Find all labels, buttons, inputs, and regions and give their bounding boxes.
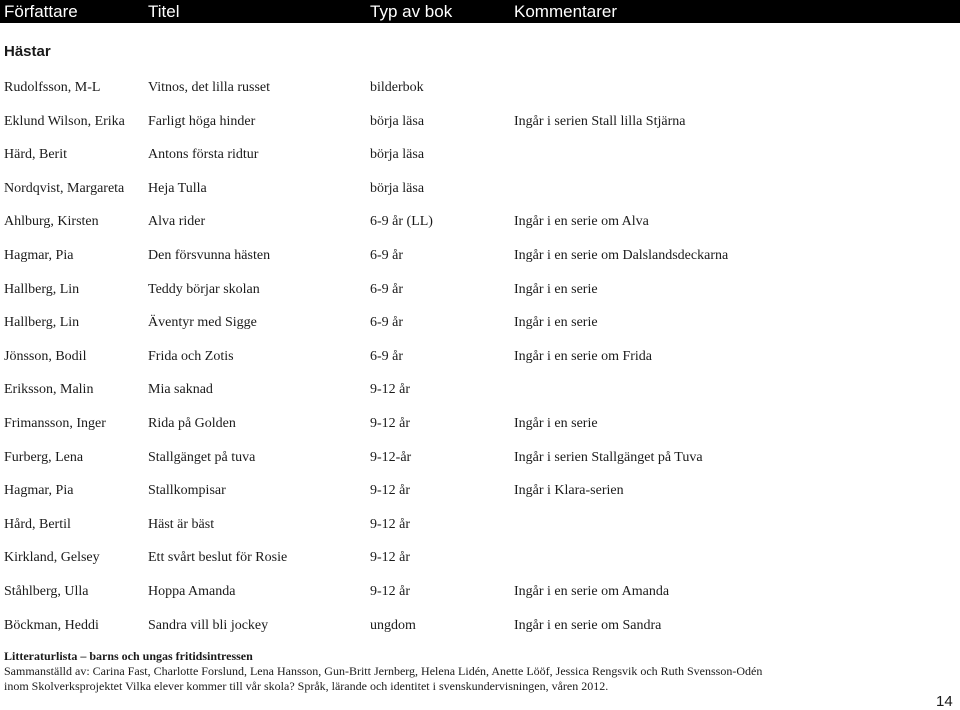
cell-comment: Ingår i en serie om Sandra bbox=[514, 617, 662, 633]
cell-title: Farligt höga hinder bbox=[148, 113, 256, 129]
cell-author: Hagmar, Pia bbox=[4, 248, 74, 263]
cell-author: Eriksson, Malin bbox=[4, 382, 94, 398]
table-row bbox=[0, 481, 960, 501]
table-row bbox=[0, 246, 960, 266]
cell-title: Frida och Zotis bbox=[148, 348, 234, 364]
table-row bbox=[0, 280, 960, 300]
cell-title: Stallgänget på tuva bbox=[148, 449, 256, 465]
cell-comment: Ingår i en serie bbox=[514, 281, 598, 297]
cell-type: 6-9 år bbox=[370, 315, 404, 331]
cell-title: Häst är bäst bbox=[148, 516, 215, 532]
table-row bbox=[0, 145, 960, 165]
cell-author: Eklund Wilson, Erika bbox=[4, 113, 125, 129]
cell-author: Hård, Bertil bbox=[4, 516, 71, 532]
cell-type: ungdom bbox=[370, 617, 416, 633]
table-row bbox=[0, 380, 960, 400]
cell-author: Kirkland, Gelsey bbox=[4, 550, 100, 566]
cell-author: Hallberg, Lin bbox=[4, 281, 80, 297]
table-header bbox=[0, 0, 960, 23]
cell-comment: Ingår i serien Stallgänget på Tuva bbox=[514, 449, 703, 465]
cell-title: Stallkompisar bbox=[148, 483, 226, 499]
section-title: Hästar bbox=[4, 43, 51, 60]
cell-comment: Ingår i en serie om Amanda bbox=[514, 584, 670, 599]
cell-title: Äventyr med Sigge bbox=[148, 315, 257, 331]
table-row bbox=[0, 347, 960, 367]
cell-type: 9-12 år bbox=[370, 483, 411, 499]
table-row bbox=[0, 414, 960, 434]
cell-author: Frimansson, Inger bbox=[4, 416, 106, 431]
cell-comment: Ingår i Klara-serien bbox=[514, 483, 624, 499]
table-row bbox=[0, 582, 960, 602]
cell-type: 6-9 år bbox=[370, 348, 404, 364]
cell-title: Vitnos, det lilla russet bbox=[148, 80, 271, 95]
cell-title: Ett svårt beslut för Rosie bbox=[148, 550, 288, 566]
cell-author: Furberg, Lena bbox=[4, 449, 84, 465]
cell-comment: Ingår i en serie bbox=[514, 416, 598, 431]
cell-comment: Ingår i en serie om Alva bbox=[514, 214, 649, 230]
footer-project: inom Skolverksprojektet Vilka elever kommer till vår skola? Språk, lärande och identitet i svenskundervisningen, våren 2012. bbox=[4, 679, 609, 693]
cell-title: Hoppa Amanda bbox=[148, 584, 236, 599]
cell-title: Mia saknad bbox=[148, 382, 213, 398]
table-row bbox=[0, 448, 960, 468]
footer-list-title: Litteraturlista – barns och ungas fritidsintressen bbox=[4, 649, 253, 663]
table-row bbox=[0, 212, 960, 232]
cell-title: Rida på Golden bbox=[148, 416, 236, 431]
table-row bbox=[0, 112, 960, 132]
page-number: 14 bbox=[936, 693, 953, 710]
cell-author: Jönsson, Bodil bbox=[4, 348, 87, 364]
cell-type: börja läsa bbox=[370, 147, 425, 163]
cell-type: 6-9 år bbox=[370, 281, 404, 297]
header-comments: Kommentarer bbox=[514, 2, 617, 21]
header-type: Typ av bok bbox=[370, 2, 453, 21]
cell-author: Böckman, Heddi bbox=[4, 617, 99, 633]
cell-type: 9-12-år bbox=[370, 449, 412, 465]
cell-comment: Ingår i en serie bbox=[514, 315, 598, 331]
header-author: Författare bbox=[4, 2, 78, 21]
cell-comment: Ingår i serien Stall lilla Stjärna bbox=[514, 113, 686, 129]
cell-type: börja läsa bbox=[370, 113, 425, 129]
cell-author: Hagmar, Pia bbox=[4, 483, 74, 499]
cell-title: Teddy börjar skolan bbox=[148, 281, 260, 297]
table-row bbox=[0, 179, 960, 199]
header-title: Titel bbox=[148, 2, 180, 21]
cell-comment: Ingår i en serie om Dalslandsdeckarna bbox=[514, 248, 729, 263]
cell-title: Sandra vill bli jockey bbox=[148, 617, 269, 633]
cell-type: bilderbok bbox=[370, 80, 424, 95]
footer bbox=[4, 649, 762, 694]
cell-type: 6-9 år (LL) bbox=[370, 214, 433, 230]
cell-type: 9-12 år bbox=[370, 584, 411, 599]
cell-title: Den försvunna hästen bbox=[148, 248, 271, 263]
cell-type: 9-12 år bbox=[370, 550, 411, 566]
cell-type: börja läsa bbox=[370, 180, 425, 196]
cell-author: Nordqvist, Margareta bbox=[4, 180, 125, 196]
cell-author: Ståhlberg, Ulla bbox=[4, 584, 89, 599]
footer-compiled-by: Sammanställd av: Carina Fast, Charlotte Forslund, Lena Hansson, Gun-Britt Jernberg, Helena Lidén, Anette Lööf, Jessica Rengsvik och Ruth Svensson-Odén bbox=[4, 664, 763, 678]
cell-author: Ahlburg, Kirsten bbox=[4, 214, 99, 230]
cell-type: 9-12 år bbox=[370, 416, 411, 431]
cell-type: 9-12 år bbox=[370, 516, 411, 532]
table-row bbox=[0, 78, 960, 98]
cell-author: Hallberg, Lin bbox=[4, 315, 80, 331]
cell-type: 9-12 år bbox=[370, 382, 411, 398]
table-row bbox=[0, 616, 960, 636]
table-row bbox=[0, 313, 960, 333]
table-row bbox=[0, 548, 960, 568]
cell-title: Antons första ridtur bbox=[148, 147, 259, 163]
cell-author: Härd, Berit bbox=[4, 147, 67, 163]
cell-type: 6-9 år bbox=[370, 248, 404, 263]
cell-comment: Ingår i en serie om Frida bbox=[514, 348, 653, 364]
cell-author: Rudolfsson, M-L bbox=[4, 80, 101, 95]
cell-title: Alva rider bbox=[148, 214, 206, 230]
cell-title: Heja Tulla bbox=[148, 180, 207, 196]
table-row bbox=[0, 515, 960, 535]
